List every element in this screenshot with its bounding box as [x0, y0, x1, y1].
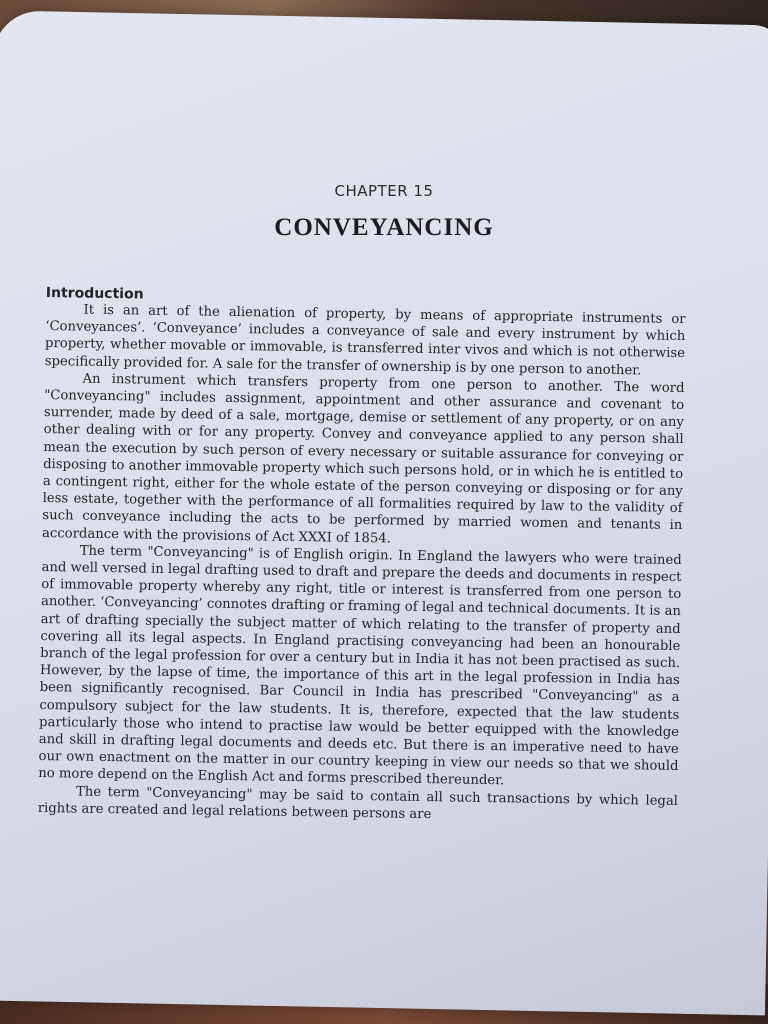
body-text [38, 284, 686, 827]
paragraph: The term "Conveyancing" may be said to contain all such transactions by which legal rights are created and legal relations between persons are [37, 784, 679, 823]
paragraph: The term "Conveyancing" is of English origin. In England the lawyers who were trained and well versed in legal drafting used to draft and prepare the deeds and documents in respect of immovable property whereby any right, title or interest is transferred from one person to another. ‘Conveyancing’ connotes drafting or framing of legal and technical documents. It is an art of drafting specially the subject matter of which relating to the transfer of property and covering all its legal aspects. In England practising conveyancing had been an honourable branch of the legal profession for over a century but in India it has not been practised as such. However, by the lapse of time, the importance of this art in the legal profession in India has been significantly recognised. Bar Council in India has prescribed "Conveyancing" as a compulsory subject for the law students. It is, therefore, expected that the law students particularly those who intend to practise law would be better equipped with the knowledge and skill in drafting legal documents and deeds etc. But there is an imperative need to have our own enactment on the matter in our country keeping in view our needs so that we should no more depend on the English Act and forms prescribed thereunder. [38, 543, 682, 789]
chapter-label: CHAPTER 15 [334, 182, 434, 200]
chapter-title: CONVEYANCING [274, 214, 494, 241]
section-heading: Introduction [45, 284, 144, 303]
paragraph: An instrument which transfers property from one person to another. The word "Conveyancing" includes assignment, appointment and other assurance and covenant to surrender, made by deed of a sale, mortgage, demise or settlement of any property, or on any other dealing with or for any property. Convey and conveyance applied to any person shall mean the execution by such person of every necessary or suitable assurance for conveying or disposing to another immovable property which such persons hold, or in which he is entitled to a contingent right, either for the whole estate of the person conveying or disposing or for any less estate, together with the performance of all formalities required by law to the validity of such conveyance including the acts to be performed by married women and tenants in accordance with the provisions of Act XXXI of 1854. [41, 371, 685, 547]
paragraph: It is an art of the alienation of property, by means of appropriate instruments or ‘Conveyances’. ‘Conveyance’ includes a conveyance of sale and every instrument by which property, whether movable or immovable, is transferred inter vivos and which is not otherwise specifically provided for. A sale for the transfer of ownership is by one person to another. [44, 302, 686, 378]
